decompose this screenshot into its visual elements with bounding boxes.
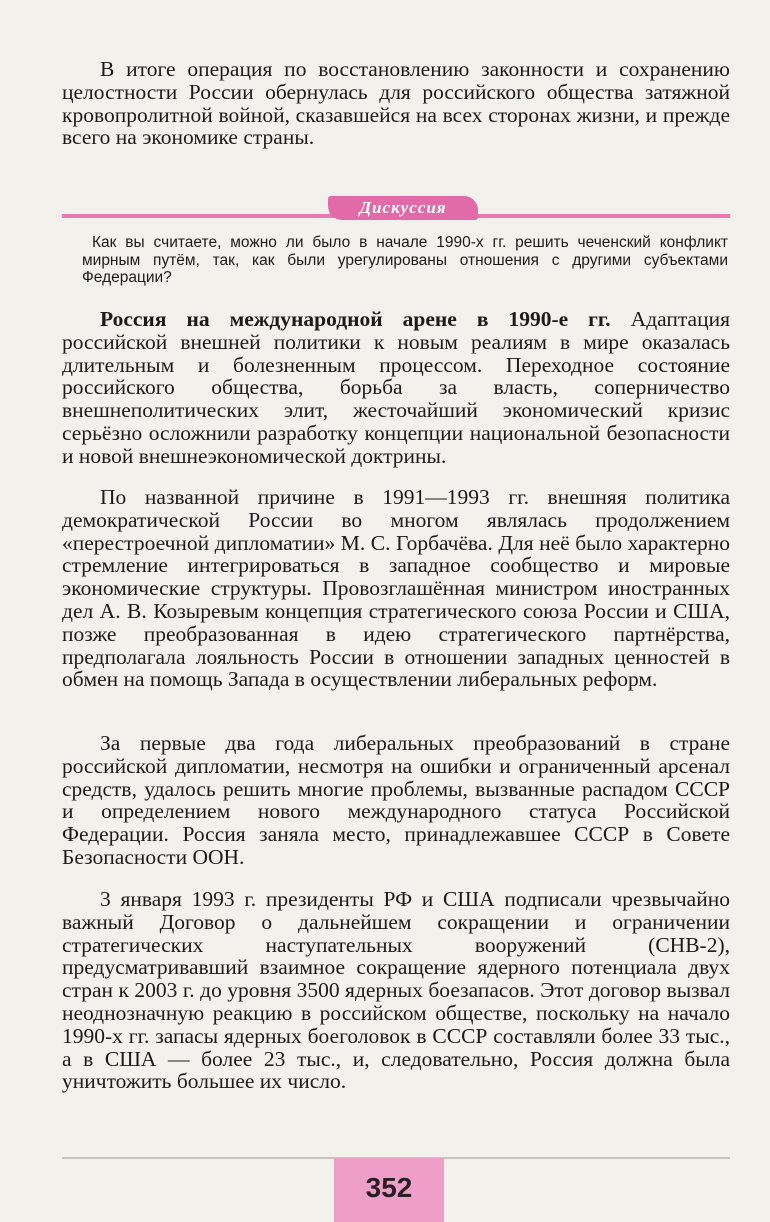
page-number-box [334,1158,444,1222]
discussion-badge: Дискуссия [328,196,478,220]
paragraph-foreign-policy-1991: По названной причине в 1991—1993 гг. внешняя политика демократической России во многом являлась продолжением «перестроечной дипломатии» М. С. Горбачёва. Для неё было характерно стремление интегрироваться в западное сообщество и мировые экономические структуры. Провозглашённая министром иностранных дел А. В. Козыревым концепция стратегического союза России и США, позже преобразованная в идею стратегического партнёрства, предполагала лояльность России в отношении западных ценностей в обмен на помощь Запада в осуществлении либеральных реформ. [62,485,730,692]
paragraph-international-arena-text: Адаптация российской внешней политики к новым реалиям в мире оказалась длительным и болезненным процессом. Переходное состояние российского общества, борьба за власть, соперничество внешнеполитических элит, жесточайший экономический кризис серьёзно осложнили разработку концепции национальной безопасности и новой внешнеэкономической доктрины. [62,307,731,468]
paragraph-chechnya-conclusion: В итоге операция по восстановлению законности и сохранению целостности России обернулась для российского общества затяжной кровопролитной войной, сказавшейся на всех сторонах жизни, и прежде всего на экономике страны. [62,57,730,150]
paragraph-start-2-treaty: 3 января 1993 г. президенты РФ и США подписали чрезвычайно важный Договор о дальнейшем сокращении и ограничении стратегических наступательных вооружений (СНВ-2), предусматривавший взаимное сокращение ядерного потенциала двух стран к 2003 г. до уровня 3500 ядерных боезапасов. Этот договор вызвал неоднозначную реакцию в российском обществе, поскольку на начало 1990-х гг. запасы ядерных боеголовок в СССР составляли более 33 тыс., а в США — более 23 тыс., и, следовательно, Россия должна была уничтожить большее их число. [62,887,730,1094]
paragraph-diplomacy-results: За первые два года либеральных преобразований в стране российской дипломатии, несмотря на ошибки и ограниченный арсенал средств, удалось решить многие проблемы, вызванные распадом СССР и определением нового международного статуса Российской Федерации. Россия заняла место, принадлежавшее СССР в Совете Безопасности ООН. [62,731,730,869]
paragraph-international-arena [62,308,730,468]
discussion-question: Как вы считаете, можно ли было в начале 1990-х гг. решить чеченский конфликт мирным путём, так, как были урегулированы отношения с другими субъектами Федерации? [82,234,728,286]
section-heading: Россия на международной арене в 1990-е гг. [100,307,611,331]
discussion-header [62,196,730,224]
page-number: 352 [365,1172,413,1203]
